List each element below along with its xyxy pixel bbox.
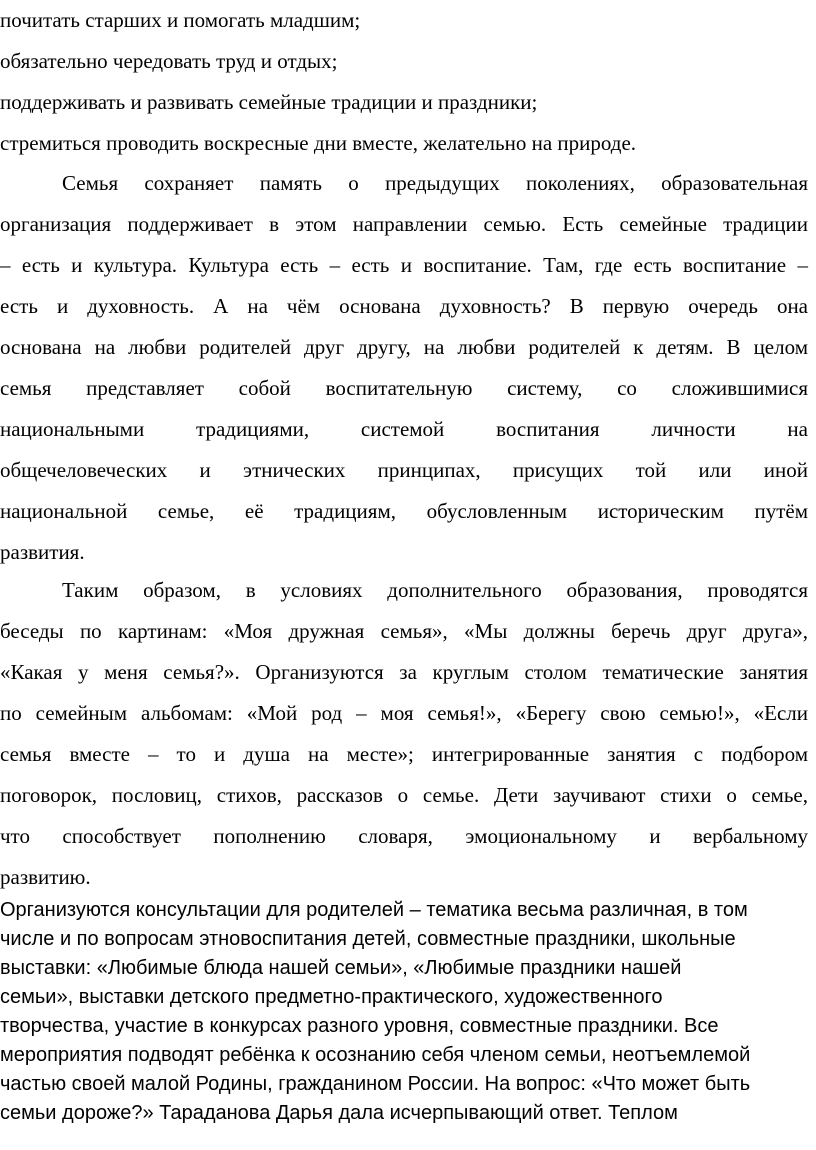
paragraph-consultations [0,896,812,1128]
paragraph-line: организация поддерживает в этом направлении семью. Есть семейные традиции [0,212,808,236]
list-item: почитать старших и помогать младшим; [0,8,361,32]
paragraph-line: Организуются консультации для родителей – тематика весьма различная, в том [0,899,748,921]
list-item: обязательно чередовать труд и отдых; [0,49,338,73]
paragraph-line: по семейным альбомам: «Мой род – моя семья!», «Берегу свою семью!», «Если [0,701,808,725]
paragraph-line: развития. [0,540,85,564]
paragraph-line: семьи», выставки детского предметно-практического, художественного [0,986,663,1008]
paragraph-line: – есть и культура. Культура есть – есть и воспитание. Там, где есть воспитание – [0,253,808,277]
paragraph-line: «Какая у меня семья?». Организуются за круглым столом тематические занятия [0,660,808,684]
paragraph-line: частью своей малой Родины, гражданином России. На вопрос: «Что может быть [0,1073,751,1095]
paragraph-line: семья вместе – то и душа на месте»; интегрированные занятия с подбором [0,742,808,766]
paragraph-line: национальными традициями, системой воспитания личности на [0,417,808,441]
paragraph-line: общечеловеческих и этнических принципах, присущих той или иной [0,458,808,482]
paragraph-family-memory [0,163,812,573]
paragraph-line: Семья сохраняет память о предыдущих поколениях, образовательная [62,171,808,195]
paragraph-line: развитию. [0,865,91,889]
paragraph-line: Таким образом, в условиях дополнительного образования, проводятся [62,578,808,602]
paragraph-line: мероприятия подводят ребёнка к осознанию себя членом семьи, неотъемлемой [0,1044,751,1066]
list-item: поддерживать и развивать семейные традиции и праздники; [0,90,538,114]
paragraph-line: основана на любви родителей друг другу, на любви родителей к детям. В целом [0,335,808,359]
list-block [0,0,812,164]
paragraph-line: выставки: «Любимые блюда нашей семьи», «Любимые праздники нашей [0,957,682,979]
list-item: стремиться проводить воскресные дни вместе, желательно на природе. [0,131,637,155]
paragraph-line: поговорок, пословиц, стихов, рассказов о семье. Дети заучивают стихи о семье, [0,783,808,807]
paragraph-line: творчества, участие в конкурсах разного уровня, совместные праздники. Все [0,1015,719,1037]
paragraph-additional-education [0,570,812,898]
paragraph-line: что способствует пополнению словаря, эмоциональному и вербальному [0,824,808,848]
paragraph-line: беседы по картинам: «Моя дружная семья», «Мы должны беречь друг друга», [0,619,808,643]
paragraph-line: семьи дороже?» Тараданова Дарья дала исчерпывающий ответ. Теплом [0,1102,678,1124]
paragraph-line: есть и духовность. А на чём основана духовность? В первую очередь она [0,294,808,318]
paragraph-line: национальной семье, её традициям, обусловленным историческим путём [0,499,808,523]
paragraph-line: семья представляет собой воспитательную систему, со сложившимися [0,376,808,400]
paragraph-line: числе и по вопросам этновоспитания детей, совместные праздники, школьные [0,928,736,950]
